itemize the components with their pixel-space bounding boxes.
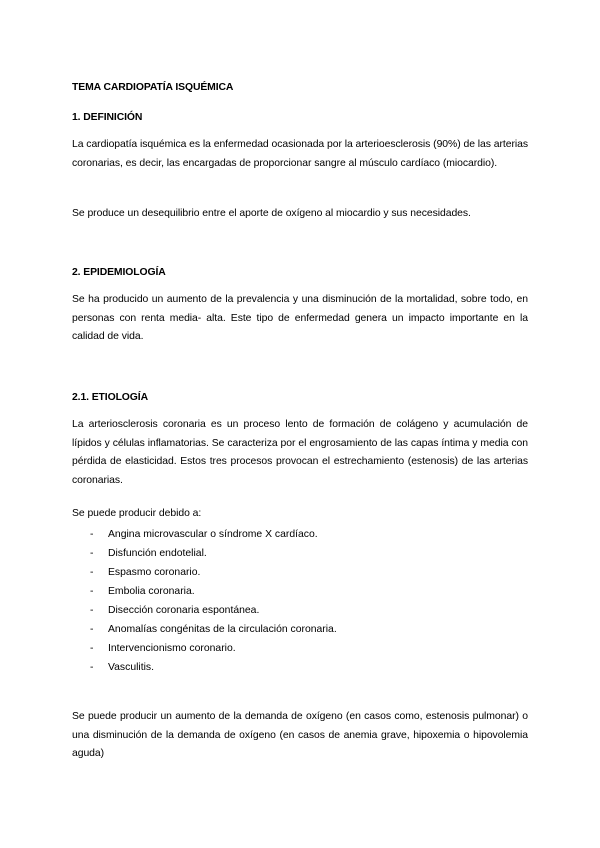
section-heading-etiologia: 2.1. ETIOLOGÍA [72,392,148,403]
list-item: - Disección coronaria espontánea. [72,601,528,620]
list-item: - Intervencionismo coronario. [72,639,528,658]
list-item: - Vasculitis. [72,658,528,677]
section-heading-definicion: 1. DEFINICIÓN [72,112,143,123]
list-item: - Disfunción endotelial. [72,544,528,563]
definicion-paragraph-2: Se produce un desequilibrio entre el aporte de oxígeno al miocardio y sus necesidades. [72,208,471,219]
list-bullet: - [90,624,94,635]
list-bullet: - [90,548,94,559]
list-bullet: - [90,586,94,597]
list-item: - Espasmo coronario. [72,563,528,582]
document-title: TEMA CARDIOPATÍA ISQUÉMICA [72,82,234,93]
list-item: - Embolia coronaria. [72,582,528,601]
etiologia-paragraph: La arteriosclerosis coronaria es un proceso lento de formación de colágeno y acumulación de lípidos y células inflamatorias. Se caracteriza por el engrosamiento de las capas íntima y media con pérdida de elasticidad. Estos tres procesos provocan el estrechamiento (estenosis) de las arterias coronarias. [72,419,528,487]
list-bullet: - [90,662,94,673]
etiologia-closing-paragraph: Se puede producir un aumento de la demanda de oxígeno (en casos como, estenosis pulmonar) o una disminución de la demanda de oxígeno (en casos de anemia grave, hipoxemia o hipovolemia aguda) [72,711,528,760]
list-bullet: - [90,605,94,616]
etiologia-list-intro: Se puede producir debido a: [72,508,202,519]
list-bullet: - [90,643,94,654]
epidemiologia-paragraph: Se ha producido un aumento de la prevalencia y una disminución de la mortalidad, sobre todo, en personas con renta media- alta. Este tipo de enfermedad genera un impacto importante en la calidad de vida. [72,294,528,343]
list-item: - Anomalías congénitas de la circulación coronaria. [72,620,528,639]
list-bullet: - [90,529,94,540]
section-heading-epidemiologia: 2. EPIDEMIOLOGÍA [72,267,166,278]
list-item: - Angina microvascular o síndrome X cardíaco. [72,525,528,544]
definicion-paragraph-1: La cardiopatía isquémica es la enfermedad ocasionada por la arterioesclerosis (90%) de las arterias coronarias, es decir, las encargadas de proporcionar sangre al músculo cardíaco (miocardio). [72,139,528,169]
list-bullet: - [90,567,94,578]
causes-list [72,525,528,677]
